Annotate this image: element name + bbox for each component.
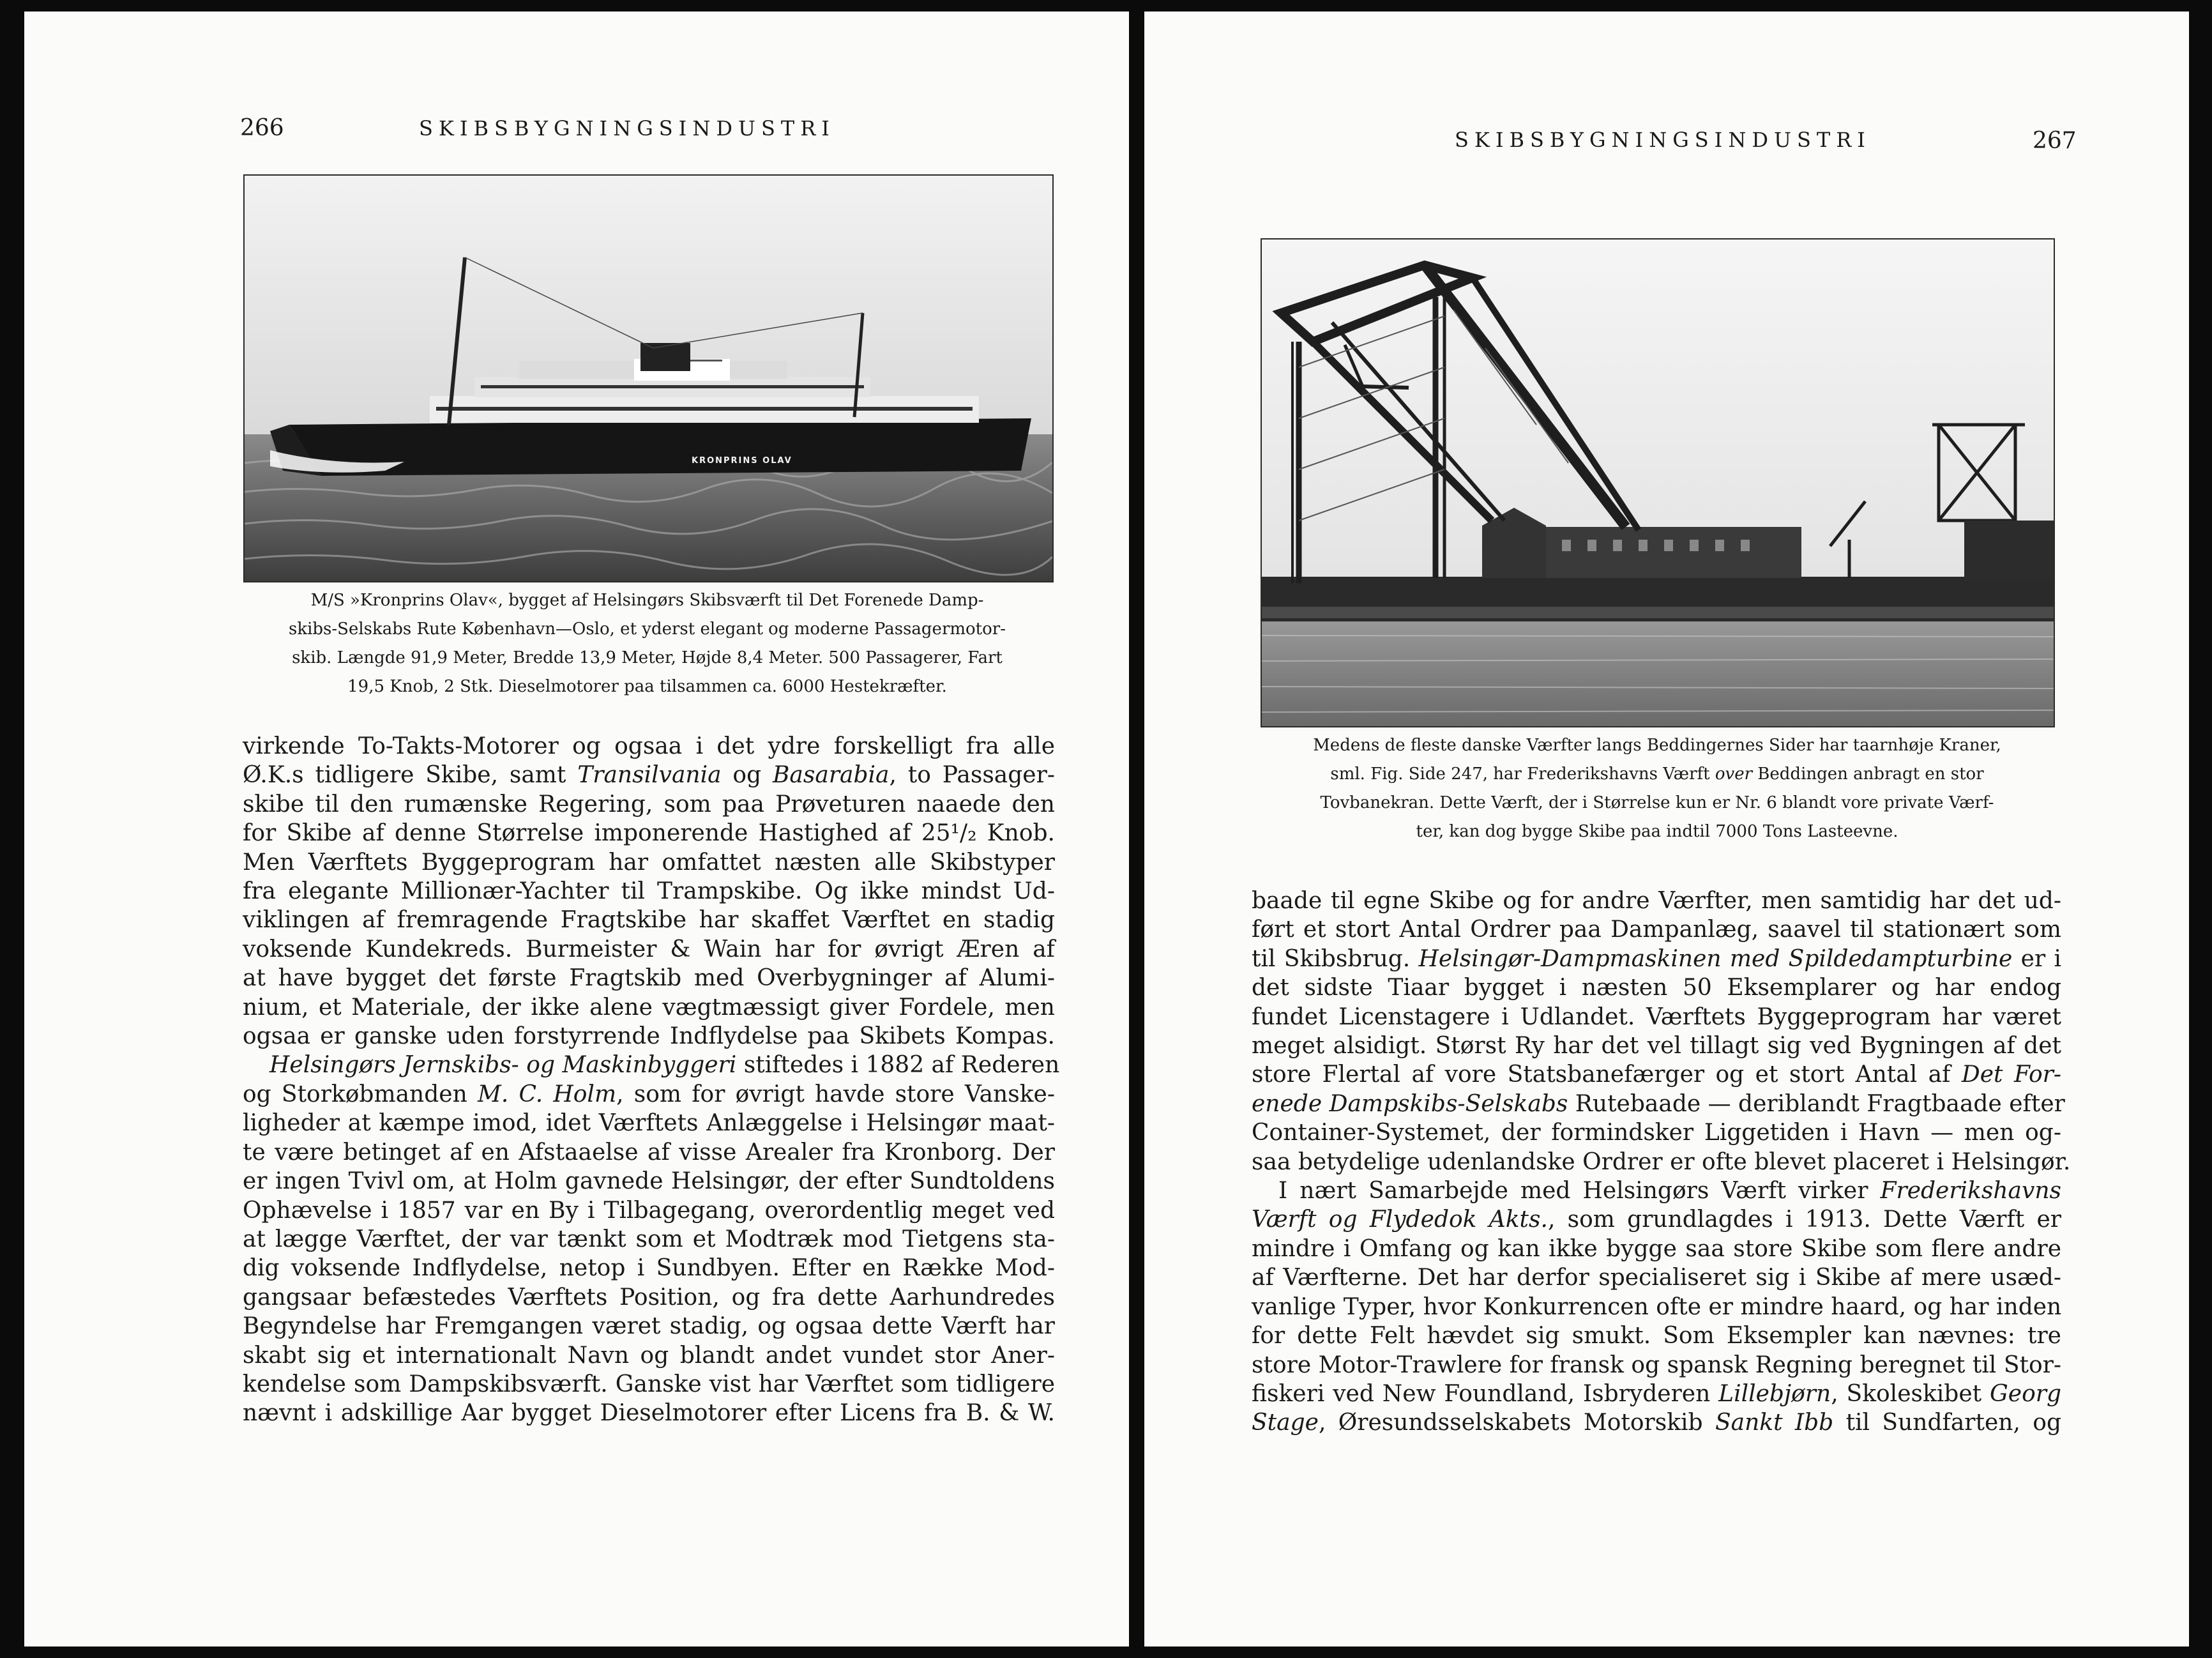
text-line (1252, 1408, 2061, 1437)
text-run: stiftedes i 1882 af Rederen (736, 1052, 1060, 1079)
ship-name: Georg (1990, 1380, 2062, 1407)
company-name: Frederikshavns (1880, 1178, 2061, 1205)
right-body-text (1252, 886, 2071, 1438)
text-run: til Sundfarten, og (1833, 1410, 2061, 1436)
text-line: virkende To-Takts-Motorer og ogsaa i det ydre forskelligt fra alle (243, 733, 1055, 759)
caption-line: Medens de fleste danske Værfter langs Beddingernes Sider har taarnhøje Kraner, (1313, 736, 2001, 755)
running-head-left: SKIBSBYGNINGSINDUSTRI (419, 116, 835, 141)
text-line: voksende Kundekreds. Burmeister & Wain har for øvrigt Æren af (243, 936, 1055, 962)
text-run: og (721, 762, 773, 789)
text-line: for Skibe af denne Størrelse imponerende Hastighed af 25¹/₂ Knob. (243, 820, 1055, 847)
text-line: ført et stort Antal Ordrer paa Dampanlæg, saavel til stationært som (1252, 916, 2061, 943)
text-line (243, 1051, 1060, 1079)
caption-line: 19,5 Knob, 2 Stk. Dieselmotorer paa tilsammen ca. 6000 Hestekræfter. (347, 677, 947, 696)
text-run: fiskeri ved New Foundland, Isbryderen (1252, 1380, 1719, 1407)
right-page (1144, 11, 2189, 1647)
ship-name: Transilvania (577, 762, 722, 789)
text-run: , to Passager- (889, 762, 1055, 789)
text-run: Ø.K.s tidligere Skibe, samt (243, 762, 578, 789)
emphasis: over (1715, 764, 1753, 784)
text-line: fundet Licenstagere i Udlandet. Værftets Byggeprogram har været (1252, 1003, 2061, 1030)
text-line: baade til egne Skibe og for andre Værfter, men samtidig har det ud- (1252, 888, 2061, 914)
text-line: at lægge Værftet, der var tænkt som et Modtræk mod Tietgens sta- (243, 1226, 1055, 1252)
text-run: sml. Fig. Side 247, har Frederikshavns Værft (1330, 764, 1715, 784)
text-run: Beddingen anbragt en stor (1752, 764, 1984, 784)
text-line: af Værfterne. Det har derfor specialiseret sig i Skibe af mere usæd- (1252, 1265, 2061, 1291)
text-run: , Øresundsselskabets Motorskib (1318, 1410, 1715, 1436)
ship-photo (243, 174, 1054, 582)
ship-name: Stage (1252, 1410, 1319, 1436)
company-name: Helsingørs Jernskibs- og Maskinbyggeri (269, 1052, 737, 1079)
text-line: kendelse som Dampskibsværft. Ganske vist har Værftet som tidligere (243, 1371, 1055, 1397)
paragraph (243, 732, 1055, 1051)
text-line: ligheder at kæmpe imod, idet Værftets Anlæggelse i Helsingør maat- (243, 1110, 1055, 1137)
engine-name: Helsingør-Dampmaskinen med Spildedampturbine (1418, 945, 2013, 972)
text-line: vanlige Typer, hvor Konkurrencen ofte er mindre haard, og har inden (1252, 1293, 2062, 1320)
text-line (1252, 1090, 2065, 1118)
text-line (243, 761, 1055, 789)
left-page (24, 11, 1129, 1647)
text-line: Begyndelse har Fremgangen været stadig, og ogsaa dette Værft har (243, 1313, 1055, 1340)
text-line: gangsaar befæstedes Værftets Position, og fra dette Aarhundredes (243, 1284, 1055, 1311)
text-line (1252, 1060, 2061, 1089)
paragraph (1252, 886, 2071, 1176)
person-name: M. C. Holm (477, 1081, 617, 1107)
caption-line: Tovbanekran. Dette Værft, der i Størrelse kun er Nr. 6 blandt vore private Værf- (1320, 793, 1994, 812)
text-line: nium, et Materiale, der ikke alene vægtmæssigt giver Fordele, men (243, 994, 1055, 1021)
text-run: , Skoleskibet (1831, 1380, 1990, 1407)
text-line: skabt sig et internationalt Navn og blandt andet vundet stor Aner- (243, 1342, 1055, 1369)
text-line: nævnt i adskillige Aar bygget Dieselmotorer efter Licens fra B. & W. (243, 1400, 1055, 1427)
ship-name: Sankt Ibb (1715, 1410, 1834, 1436)
text-line: Container-Systemet, der formindsker Liggetiden i Havn — men og- (1252, 1120, 2061, 1146)
caption-line: ter, kan dog bygge Skibe paa indtil 7000 Tons Lasteevne. (1416, 822, 1898, 841)
text-line (243, 1080, 1055, 1109)
company-name: Det For- (1961, 1061, 2061, 1088)
text-line: Men Værftets Byggeprogram har omfattet næsten alle Skibstyper (243, 849, 1055, 876)
text-line: Ophævelse i 1857 var en By i Tilbagegang, overordentlig meget ved (243, 1197, 1055, 1224)
paragraph (243, 1051, 1060, 1427)
text-run: , som grundlagdes i 1913. Dette Værft er (1547, 1206, 2061, 1233)
text-line: at have bygget det første Fragtskib med Overbygninger af Alumi- (243, 965, 1055, 992)
text-line: for dette Felt hævdet sig smukt. Som Eksempler kan nævnes: tre (1252, 1323, 2061, 1350)
text-line: skibe til den rumænske Regering, som paa Prøveturen naaede den (243, 791, 1055, 818)
text-line: fra elegante Millionær-Yachter til Trampskibe. Og ikke mindst Ud- (243, 878, 1055, 905)
text-line (1252, 1205, 2061, 1234)
caption-line (1257, 760, 2057, 789)
text-run: , som for øvrigt havde store Vanske- (616, 1081, 1055, 1107)
page-number-left: 266 (240, 115, 284, 141)
text-run: er i (2012, 945, 2061, 972)
left-body-text (243, 732, 1060, 1428)
text-line: mindre i Omfang og kan ikke bygge saa store Skibe som flere andre (1252, 1235, 2061, 1262)
text-line: ogsaa er ganske uden forstyrrende Indflydelse paa Skibets Kompas. (243, 1023, 1055, 1050)
caption-line: skib. Længde 91,9 Meter, Bredde 13,9 Meter, Højde 8,4 Meter. 500 Passagerer, Fart (292, 648, 1003, 667)
text-line: store Motor-Trawlere for fransk og spansk Regning beregnet til Stor- (1252, 1351, 2061, 1378)
crane-caption (1257, 731, 2057, 846)
text-line (1252, 1380, 2061, 1408)
ship-name: Lillebjørn (1718, 1380, 1831, 1407)
page-number-right: 267 (2033, 128, 2077, 154)
caption-line: M/S »Kronprins Olav«, bygget af Helsingørs Skibsværft til Det Forenede Damp- (310, 591, 984, 610)
running-head-right: SKIBSBYGNINGSINDUSTRI (1455, 128, 1871, 152)
company-name: Værft og Flydedok Akts. (1252, 1206, 1548, 1233)
hull-name-text: KRONPRINS OLAV (692, 456, 792, 466)
ship-caption (243, 586, 1051, 701)
paragraph (1252, 1176, 2061, 1438)
text-line: saa betydelige udenlandske Ordrer er ofte blevet placeret i Helsingør. (1252, 1148, 2071, 1175)
text-line: meget alsidigt. Størst Ry har det vel tillagt sig ved Bygningen af det (1252, 1033, 2061, 1060)
text-line: er ingen Tvivl om, at Holm gavnede Helsingør, der efter Sundtoldens (243, 1168, 1055, 1195)
text-line (1252, 945, 2061, 973)
text-run: I nært Samarbejde med Helsingørs Værft virker (1278, 1178, 1881, 1205)
text-line: det sidste Tiaar bygget i næsten 50 Eksemplarer og har endog (1252, 975, 2061, 1001)
text-run: Rutebaade — deriblandt Fragtbaade efter (1568, 1090, 2065, 1117)
caption-line: skibs-Selskabs Rute København—Oslo, et yderst elegant og moderne Passagermotor- (288, 620, 1006, 639)
text-line: viklingen af fremragende Fragtskibe har skaffet Værftet en stadig (243, 907, 1055, 934)
text-line (1252, 1176, 2061, 1205)
text-run: store Flertal af vore Statsbanefærger og et stort Antal af (1252, 1061, 1962, 1088)
ship-name: Basarabia (772, 762, 890, 789)
text-line: te være betinget af en Afstaaelse af visse Arealer fra Kronborg. Der (243, 1139, 1055, 1166)
company-name: enede Dampskibs-Selskabs (1252, 1090, 1568, 1117)
crane-photo (1261, 238, 2055, 727)
text-run: til Skibsbrug. (1252, 945, 1419, 972)
text-run: og Storkøbmanden (243, 1081, 478, 1107)
text-line: dig voksende Indflydelse, netop i Sundbyen. Efter en Række Mod- (243, 1255, 1055, 1282)
